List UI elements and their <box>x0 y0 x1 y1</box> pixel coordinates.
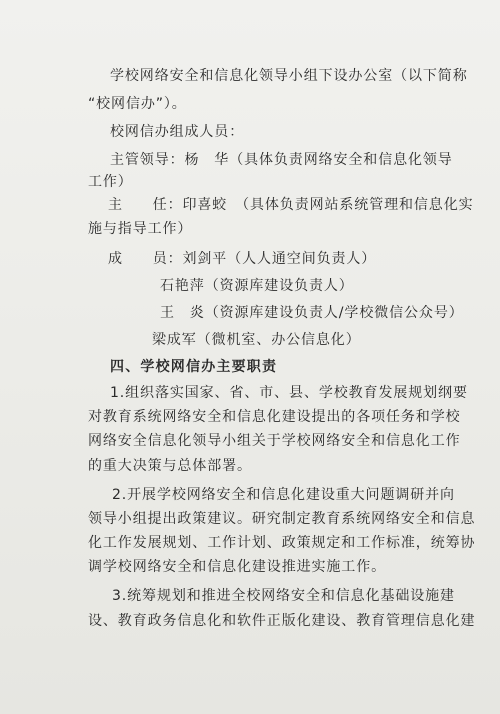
text-line: 1.组织落实国家、省、市、县、学校教育发展规划纲要 <box>110 385 468 401</box>
text-line: 校网信办组成人员： <box>110 124 245 140</box>
text-line: 的重大决策与总体部署。 <box>88 458 252 474</box>
text-line: 化工作发展规划、工作计划、政策规定和工作标准，统筹协 <box>88 535 476 551</box>
text-line: 主 任：印喜蛟 （具体负责网站系统管理和信息化实 <box>108 197 474 213</box>
text-line: 石艳萍（资源库建设负责人） <box>160 278 354 294</box>
text-line: “校网信办”）。 <box>88 96 187 112</box>
text-line: 工作） <box>88 174 133 190</box>
text-line: 领导小组提出政策建议。研究制定教育系统网络安全和信息 <box>88 511 476 527</box>
section-heading: 四、学校网信办主要职责 <box>110 359 278 375</box>
text-line: 梁成军（微机室、办公信息化） <box>152 332 361 348</box>
text-line: 调学校网络安全和信息化建设推进实施工作。 <box>88 559 386 575</box>
text-line: 主管领导：杨 华（具体负责网络安全和信息化领导 <box>110 152 453 168</box>
text-line: 设、教育政务信息化和软件正版化建设、教育管理信息化建 <box>88 613 476 629</box>
text-line: 对教育系统网络安全和信息化建设提出的各项任务和学校 <box>88 409 461 425</box>
text-line: 施与指导工作） <box>88 221 193 237</box>
text-line: 3.统筹规划和推进全校网络安全和信息化基础设施建 <box>112 588 455 604</box>
text-line: 王 炎（资源库建设负责人/学校微信公众号） <box>160 305 464 321</box>
text-line: 网络安全信息化领导小组关于学校网络安全和信息化工作 <box>88 433 461 449</box>
text-line: 2.开展学校网络安全和信息化建设重大问题调研并向 <box>112 487 455 503</box>
text-line: 学校网络安全和信息化领导小组下设办公室（以下简称 <box>110 68 468 84</box>
text-line: 成 员：刘剑平（人人通空间负责人） <box>108 251 377 267</box>
